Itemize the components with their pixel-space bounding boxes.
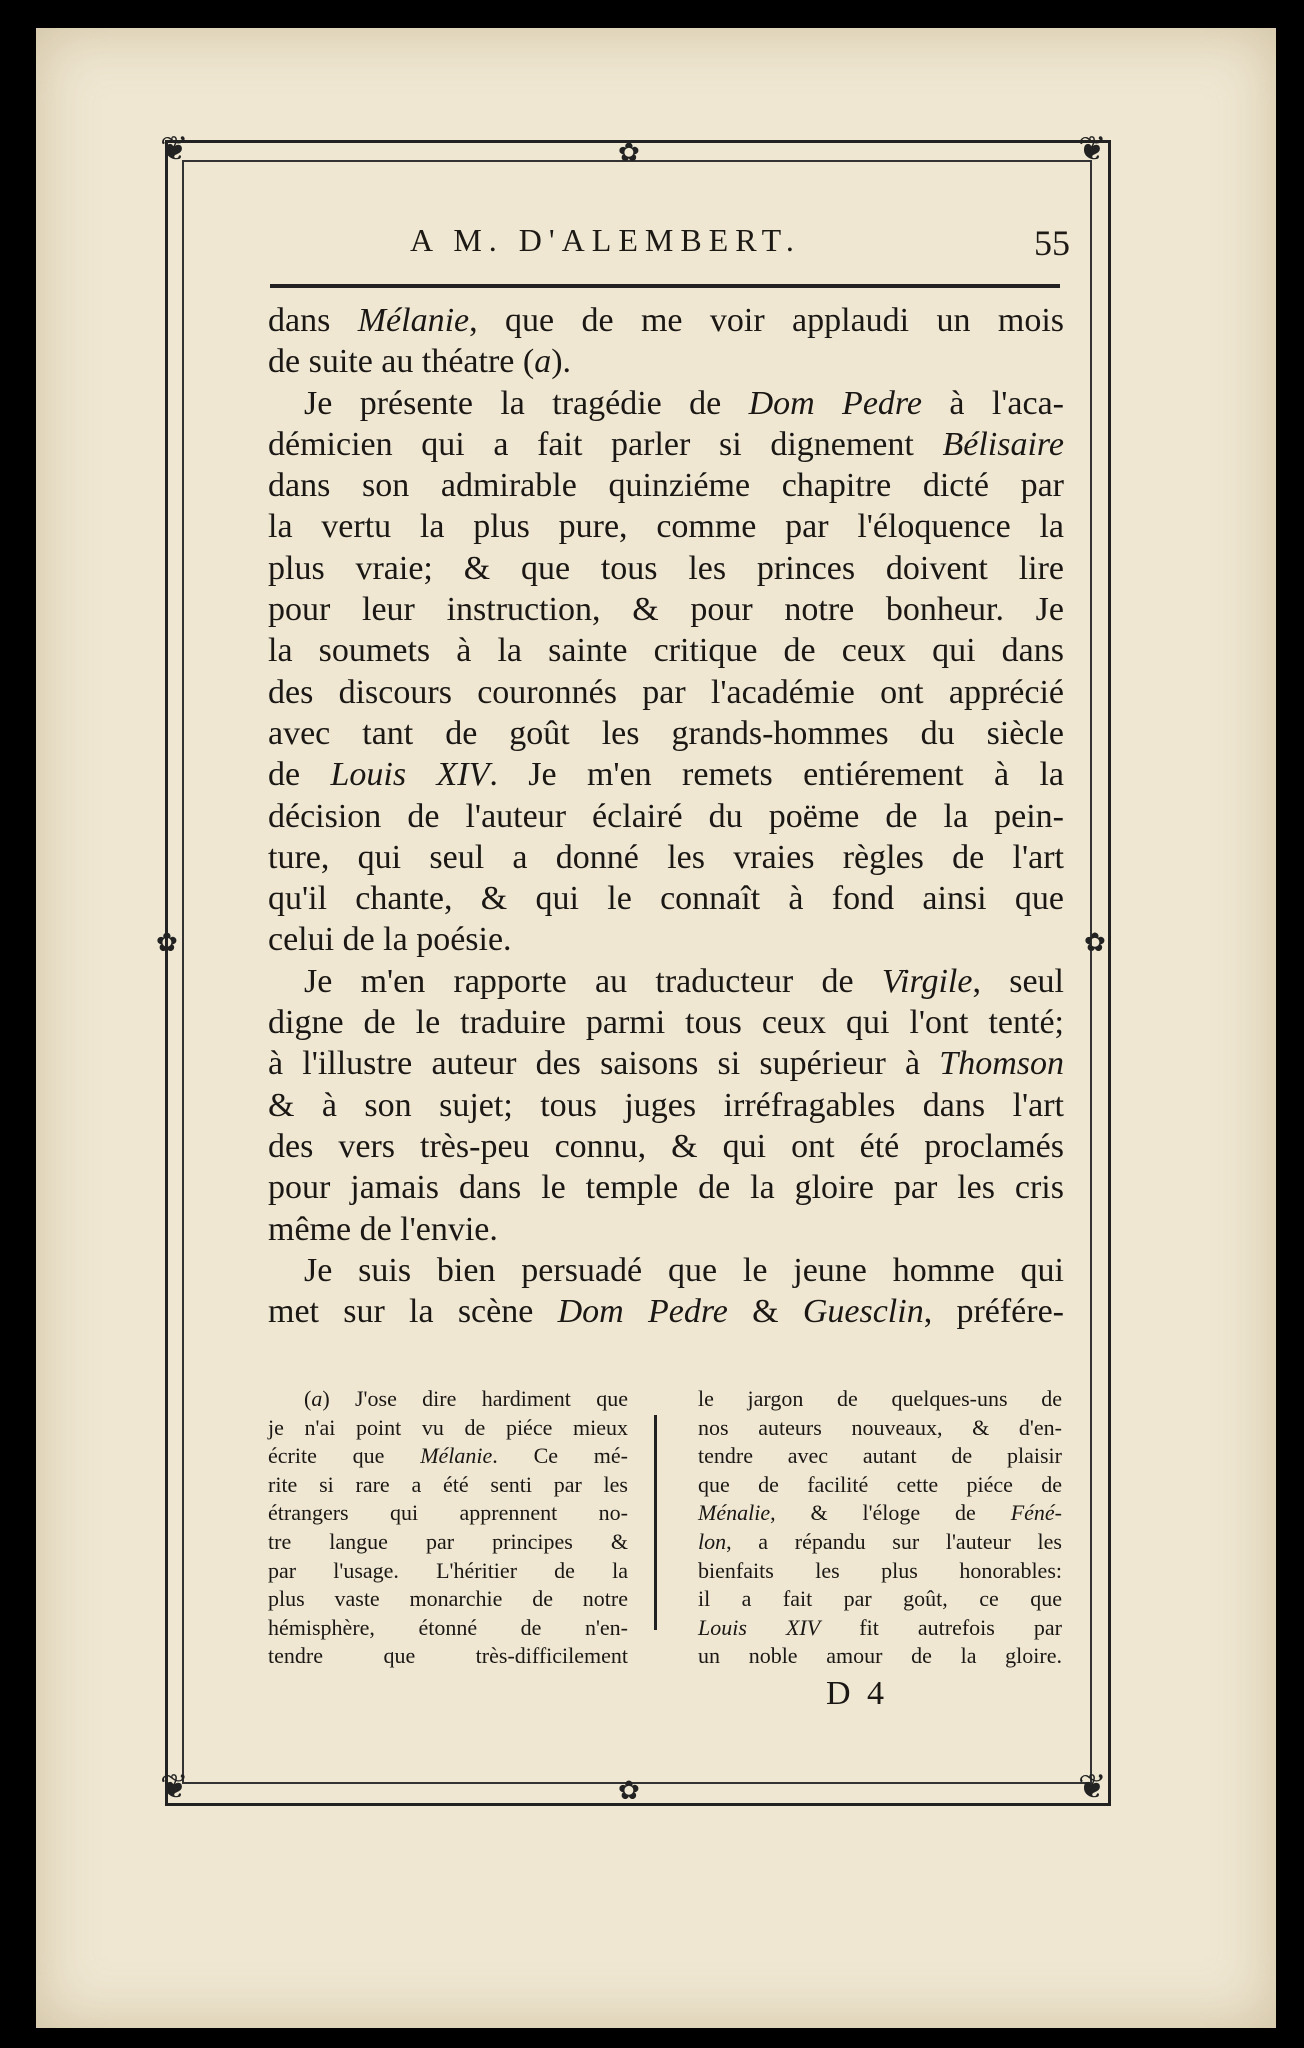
right-center-ornament-icon: ✿ (1084, 928, 1106, 958)
italic-run: Virgile (881, 962, 973, 1000)
left-center-ornament-icon: ✿ (156, 928, 178, 958)
footnote-left-line (268, 1642, 628, 1671)
text-run: , préfére- (923, 1293, 1065, 1331)
text-run: plus vraie; & que tous les princes doivent lire (268, 549, 1064, 587)
body-lines-line (268, 589, 1064, 630)
text-run: pour jamais dans le temple de la gloire par les cris (268, 1169, 1064, 1207)
body-lines-line (268, 341, 1064, 382)
text-run: la vertu la plus pure, comme par l'éloquence la (268, 508, 1064, 546)
body-lines-line (268, 1167, 1064, 1208)
footnote-right-line (698, 1442, 1062, 1471)
text-run: Je présente la tragédie de (304, 384, 749, 422)
text-run: la soumets à la sainte critique de ceux qui dans (268, 632, 1064, 670)
body-lines-line (268, 300, 1064, 341)
text-run: par l'usage. L'héritier de la (268, 1557, 628, 1583)
footnote-divider (654, 1415, 657, 1630)
body-lines-line (268, 424, 1064, 465)
page-header (270, 222, 1070, 272)
text-run: de (268, 756, 331, 794)
body-lines-line (268, 919, 1064, 960)
body-lines-line (268, 796, 1064, 837)
footnote-left-line (268, 1528, 628, 1557)
italic-run: Louis XIV (330, 756, 490, 794)
body-lines-line (268, 1085, 1064, 1126)
corner-flourish-icon: ❦ (1078, 1767, 1107, 1807)
text-run: , que de me voir applaudi un mois (469, 302, 1065, 339)
footnote-right-line (698, 1557, 1062, 1586)
footnote-right-line (698, 1385, 1062, 1414)
text-run: . Ce mé- (492, 1443, 628, 1469)
footnote-left-column (268, 1385, 628, 1671)
text-run: à l'illustre auteur des saisons si supérieur à (268, 1045, 940, 1083)
footnote-right-line (698, 1614, 1062, 1643)
italic-run: Féné- (1010, 1500, 1062, 1526)
text-run: décision de l'auteur éclairé du poëme de la pein- (268, 797, 1064, 835)
text-run: celui de la poésie. (268, 921, 512, 959)
page-number: 55 (1034, 223, 1070, 263)
text-run: nos auteurs nouveaux, & d'en- (698, 1414, 1062, 1440)
body-lines-line (268, 1209, 1064, 1250)
italic-run: lon (698, 1528, 727, 1554)
text-run: qu'il chante, & qui le connaît à fond ainsi que (268, 880, 1064, 918)
text-run: à l'aca- (921, 384, 1064, 422)
body-lines-line (268, 1043, 1064, 1084)
italic-run: Ménalie (698, 1500, 771, 1526)
footnote-left-line (268, 1585, 628, 1614)
text-run: des discours couronnés par l'académie ont apprécié (268, 673, 1064, 711)
text-run: étrangers qui apprennent no- (268, 1500, 628, 1526)
text-run: , a répandu sur l'auteur les (726, 1528, 1062, 1554)
text-run: . Je m'en remets entiérement à la (489, 756, 1064, 794)
italic-run: Thomson (939, 1045, 1064, 1083)
body-lines-line (268, 1126, 1064, 1167)
bottom-center-ornament-icon: ✿ (618, 1776, 640, 1806)
text-run: avec tant de goût les grands-hommes du siècle (268, 714, 1064, 752)
text-run: il a fait par goût, ce que (698, 1586, 1062, 1612)
corner-flourish-icon: ❦ (160, 129, 189, 169)
body-lines-line (268, 961, 1064, 1002)
text-run: plus vaste monarchie de notre (268, 1586, 628, 1612)
text-run: même de l'envie. (268, 1210, 498, 1248)
footnote-left-line (268, 1557, 628, 1586)
footnote-right-line (698, 1585, 1062, 1614)
text-run: je n'ai point vu de piéce mieux (268, 1414, 628, 1440)
text-run: dans son admirable quinziéme chapitre dicté par (268, 467, 1064, 505)
body-lines-line (268, 548, 1064, 589)
footnote-right-line (698, 1528, 1062, 1557)
italic-run: Dom Pedre (748, 384, 922, 422)
corner-flourish-icon: ❦ (1078, 129, 1107, 169)
text-run: digne de le traduire parmi tous ceux qui l'ont tenté; (268, 1004, 1064, 1042)
body-lines-line (268, 837, 1064, 878)
text-run: hémisphère, étonné de n'en- (268, 1614, 628, 1640)
text-run: Je m'en rapporte au traducteur de (304, 962, 882, 1000)
running-title: A M. D'ALEMBERT. (410, 222, 801, 258)
footnote-right-line (698, 1471, 1062, 1500)
italic-run: Guesclin (802, 1293, 924, 1331)
body-lines-line (268, 1002, 1064, 1043)
top-center-ornament-icon: ✿ (618, 138, 640, 168)
footnote-left-line (268, 1442, 628, 1471)
text-run: le jargon de quelques-uns de (698, 1386, 1062, 1411)
body-lines-line (268, 713, 1064, 754)
text-run: fit autrefois par (820, 1614, 1062, 1640)
body-lines-line (268, 1291, 1064, 1332)
italic-run: a (534, 343, 552, 381)
text-run: des vers très-peu connu, & qui ont été proclamés (268, 1127, 1064, 1165)
footnote-right-line (698, 1414, 1062, 1443)
text-run: tre langue par principes & (268, 1528, 628, 1554)
text-run: tendre que très-difficilement (268, 1643, 628, 1669)
body-lines-line (268, 754, 1064, 795)
signature-mark: D 4 (826, 1675, 889, 1712)
text-run: un noble amour de la gloire. (698, 1643, 1062, 1669)
italic-run: Louis XIV (698, 1614, 821, 1640)
text-run: ) J'ose dire hardiment que (322, 1386, 628, 1411)
footnote-left-line (268, 1471, 628, 1500)
italic-run: Mélanie (420, 1443, 493, 1469)
text-run: écrite que (268, 1443, 421, 1469)
footnote-left-line (268, 1614, 628, 1643)
footnote-right-column (698, 1385, 1062, 1671)
footnote-left-line (268, 1414, 628, 1443)
body-lines-line (268, 878, 1064, 919)
body-lines-line (268, 383, 1064, 424)
text-run: met sur la scène (268, 1293, 558, 1331)
body-lines-line (268, 672, 1064, 713)
text-run: que de facilité cette piéce de (698, 1471, 1062, 1497)
footnote-right-line (698, 1499, 1062, 1528)
footnote-left-line (268, 1499, 628, 1528)
body-lines-line (268, 630, 1064, 671)
footnote-right-line (698, 1642, 1062, 1671)
text-run: & (727, 1293, 803, 1331)
text-run: & à son sujet; tous juges irréfragables dans l'art (268, 1086, 1064, 1124)
text-run: de suite au théatre ( (268, 343, 535, 381)
text-run: ( (304, 1386, 312, 1411)
footnote (268, 1385, 1064, 1685)
header-rule (270, 284, 1060, 288)
text-run: tendre avec autant de plaisir (698, 1443, 1062, 1469)
text-run: ). (551, 343, 572, 381)
text-run: pour leur instruction, & pour notre bonheur. Je (268, 591, 1064, 629)
body-lines-line (268, 465, 1064, 506)
italic-run: Dom Pedre (557, 1293, 728, 1331)
italic-run: Bélisaire (942, 425, 1064, 463)
text-run: Je suis bien persuadé que le jeune homme qui (304, 1251, 1064, 1289)
text-run: , & l'éloge de (770, 1500, 1011, 1526)
body-lines-line (268, 506, 1064, 547)
text-run: bienfaits les plus honorables: (698, 1557, 1062, 1583)
text-run: , seul (972, 962, 1064, 1000)
body-lines-line (268, 1250, 1064, 1291)
body-text (268, 300, 1064, 1332)
italic-run: a (311, 1386, 323, 1411)
text-run: dans (268, 302, 358, 339)
italic-run: Mélanie (357, 302, 470, 339)
footnote-left-line (268, 1385, 628, 1414)
corner-flourish-icon: ❦ (160, 1767, 189, 1807)
text-run: rite si rare a été senti par les (268, 1471, 628, 1497)
text-run: démicien qui a fait parler si dignement (268, 425, 943, 463)
text-run: ture, qui seul a donné les vraies règles de l'art (268, 838, 1064, 876)
